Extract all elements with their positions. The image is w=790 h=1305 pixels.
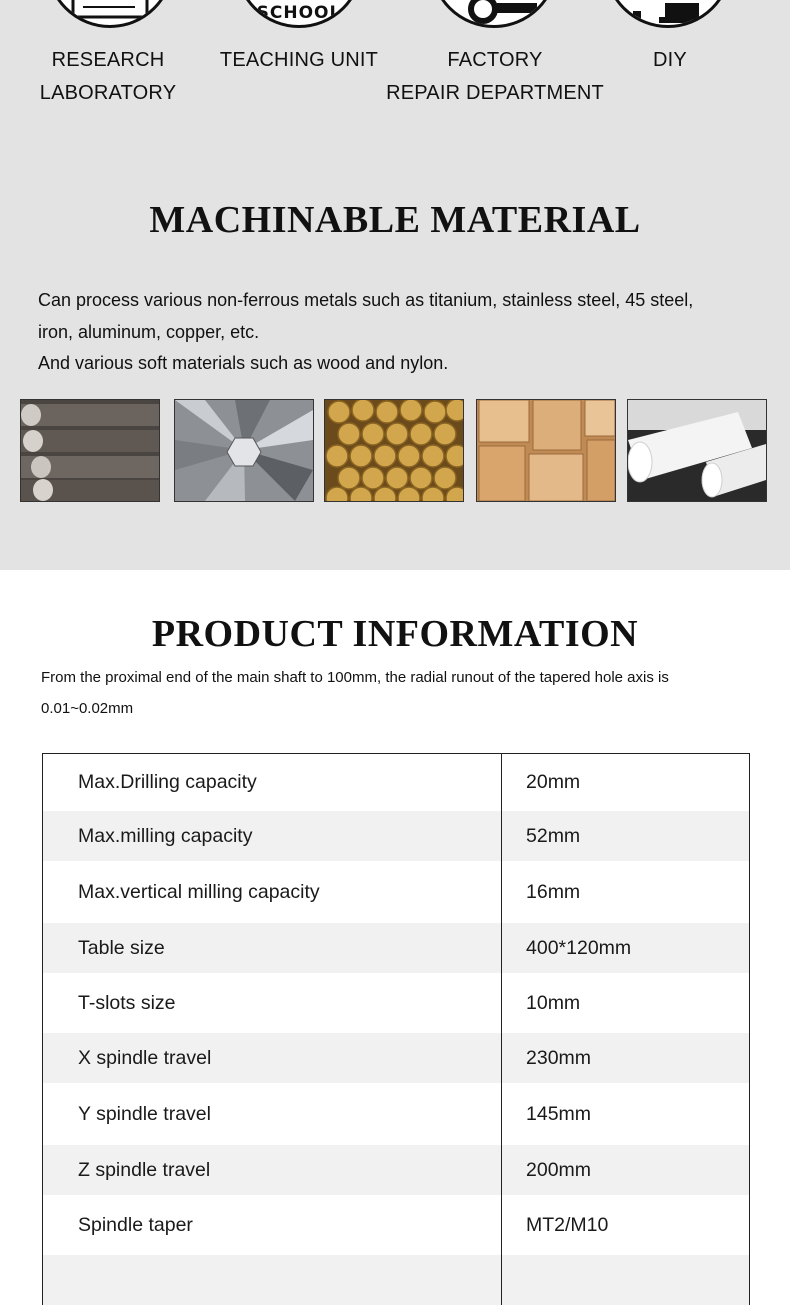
spec-value: MT2/M10 — [526, 1213, 609, 1236]
spec-value: 400*120mm — [526, 936, 632, 959]
spec-name: Spindle taper — [43, 1195, 502, 1255]
table-row — [43, 923, 749, 973]
table-row — [43, 1033, 749, 1083]
application-label-line: FACTORY — [447, 49, 543, 71]
table-row — [43, 1195, 749, 1255]
spec-value: 200mm — [526, 1158, 592, 1181]
spec-name: X spindle travel — [43, 1033, 502, 1083]
spec-name: Max.vertical milling capacity — [43, 861, 502, 923]
application-label-line: DIY — [653, 49, 687, 71]
spec-name: Max.Drilling capacity — [43, 754, 502, 811]
table-row — [43, 861, 749, 923]
table-row — [43, 754, 749, 811]
table-row — [43, 1255, 749, 1305]
wood-blocks-image — [476, 399, 616, 502]
school-icon — [235, 0, 363, 28]
table-row — [43, 811, 749, 861]
application-label-line: TEACHING UNIT — [219, 49, 379, 71]
application-label-line: LABORATORY — [39, 82, 177, 104]
school-badge-text: SCHOOL — [256, 3, 342, 23]
table-row — [43, 1145, 749, 1195]
steel-bars-image — [20, 399, 160, 502]
product-description-line: 0.01~0.02mm — [41, 700, 134, 717]
research-laboratory-icon — [46, 0, 174, 28]
application-label-research — [18, 44, 198, 110]
product-description-line: From the proximal end of the main shaft to 100mm, the radial runout of the tapered hole axis is — [41, 669, 669, 686]
material-description-line: And various soft materials such as wood and nylon. — [38, 353, 449, 373]
table-row — [43, 1083, 749, 1145]
application-label-diy — [610, 44, 730, 77]
spec-value: 230mm — [526, 1046, 592, 1069]
application-label-factory — [380, 44, 610, 110]
spec-value — [502, 1255, 749, 1305]
spec-value: 145mm — [526, 1102, 592, 1125]
spec-name: T-slots size — [43, 973, 502, 1033]
spec-table — [42, 753, 750, 1305]
material-description-line: iron, aluminum, copper, etc. — [38, 321, 260, 342]
table-row — [43, 973, 749, 1033]
applications-and-materials-section — [0, 0, 790, 570]
spec-name — [43, 1255, 502, 1305]
spec-name: Table size — [43, 923, 502, 973]
spec-name: Max.milling capacity — [43, 811, 502, 861]
spec-name: Z spindle travel — [43, 1145, 502, 1195]
application-label-teaching — [209, 44, 389, 77]
material-description — [38, 285, 758, 380]
machinable-material-heading: MACHINABLE MATERIAL — [149, 199, 641, 241]
nylon-rods-image — [627, 399, 767, 502]
spec-value: 16mm — [526, 880, 581, 903]
application-label-line: RESEARCH — [51, 49, 165, 71]
product-information-heading: PRODUCT INFORMATION — [151, 613, 639, 655]
product-information-description — [41, 662, 753, 724]
diy-icon — [604, 0, 732, 28]
factory-repair-icon — [430, 0, 558, 28]
application-label-line: REPAIR DEPARTMENT — [386, 82, 604, 104]
aluminum-profiles-image — [174, 399, 314, 502]
brass-rods-image — [324, 399, 464, 502]
spec-name: Y spindle travel — [43, 1083, 502, 1145]
spec-value: 52mm — [526, 824, 581, 847]
spec-value: 10mm — [526, 991, 581, 1014]
material-description-line: Can process various non-ferrous metals such as titanium, stainless steel, 45 steel, — [38, 290, 694, 310]
spec-value: 20mm — [526, 771, 581, 793]
